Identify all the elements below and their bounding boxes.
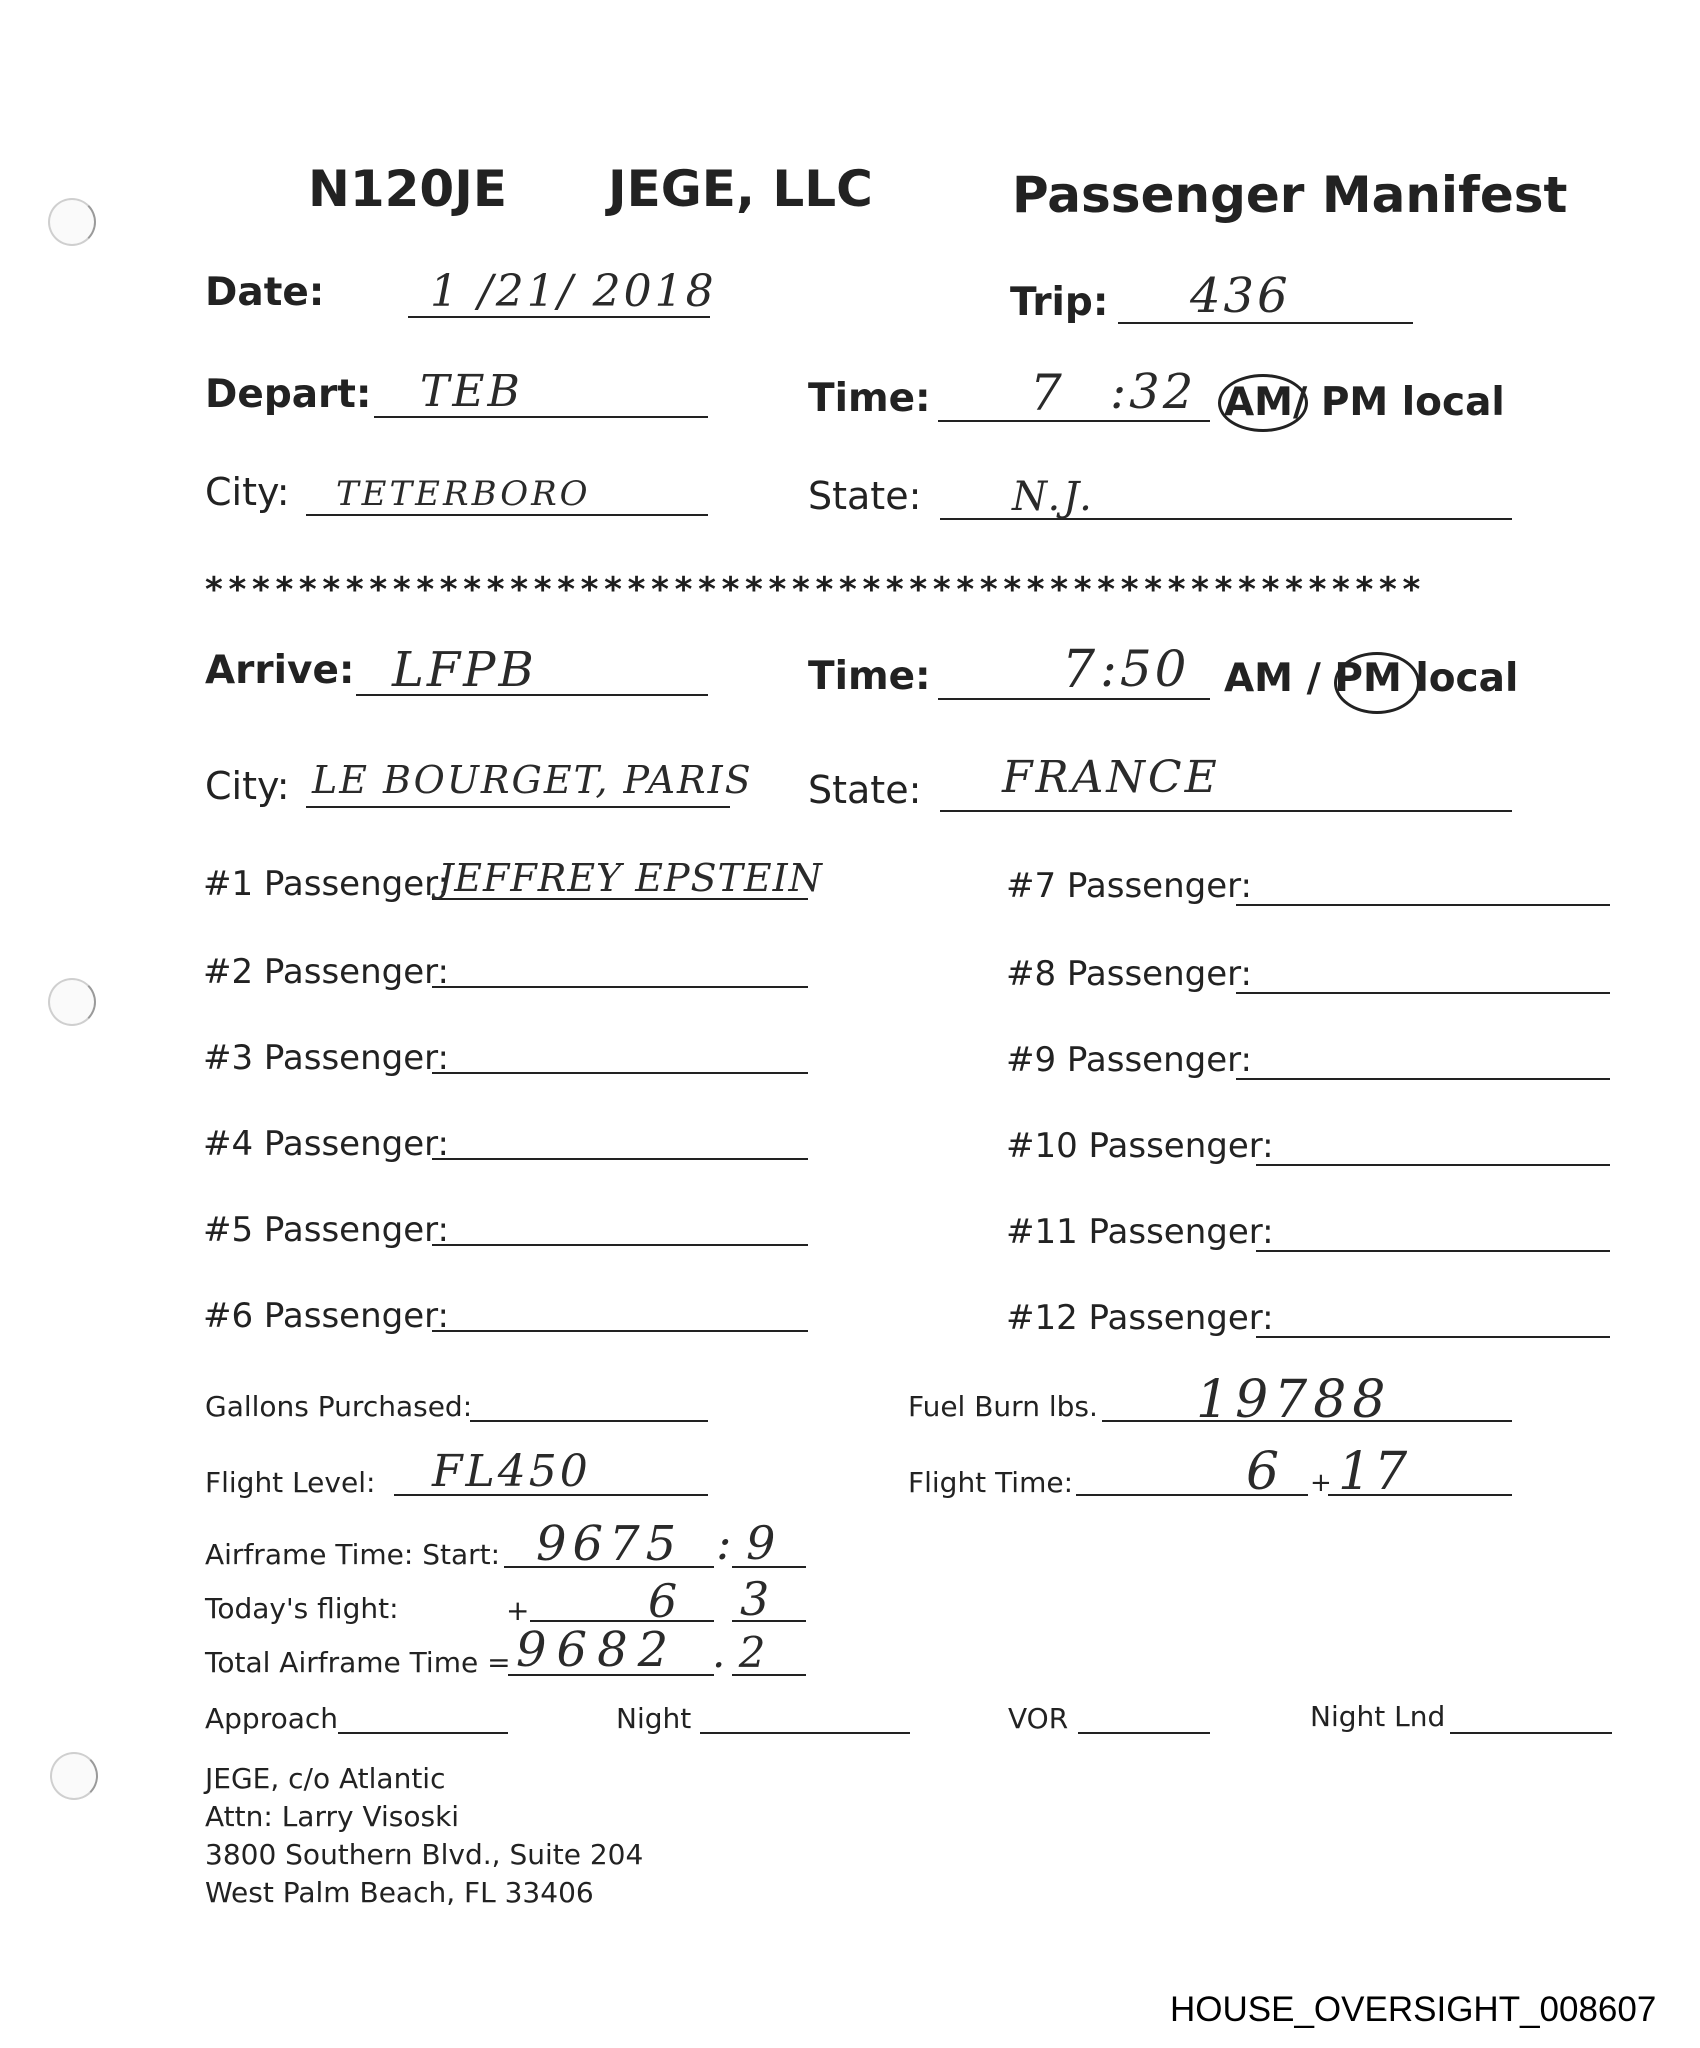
company-name: JEGE, LLC	[608, 160, 873, 218]
night-line	[700, 1732, 910, 1734]
todays-flight-label: Today's flight:	[205, 1592, 399, 1625]
passenger-1-label: #1 Passenger:	[203, 864, 449, 904]
depart-state-value: N.J.	[1012, 474, 1095, 520]
passenger-10-line	[1256, 1164, 1610, 1166]
total-airframe-label: Total Airframe Time =	[205, 1646, 511, 1679]
depart-time-line	[938, 420, 1210, 422]
airframe-start-label: Airframe Time: Start:	[205, 1538, 501, 1571]
night-lnd-label: Night Lnd	[1310, 1700, 1446, 1733]
passenger-6-line	[432, 1330, 808, 1332]
depart-city-label: City:	[205, 470, 290, 514]
depart-time-hour: 7	[1030, 364, 1065, 422]
flight-time-label: Flight Time:	[908, 1466, 1074, 1499]
passenger-4-line	[432, 1158, 808, 1160]
passenger-7-label: #7 Passenger:	[1006, 866, 1252, 906]
tail-number: N120JE	[308, 160, 507, 218]
bates-number: HOUSE_OVERSIGHT_008607	[1170, 1990, 1657, 2029]
pm-circle-mark	[1334, 652, 1420, 714]
flight-time-minutes: 17	[1338, 1442, 1411, 1502]
fuel-burn-label: Fuel Burn lbs.	[908, 1390, 1098, 1423]
passenger-1-value: JEFFREY EPSTEIN	[438, 856, 823, 900]
date-label: Date:	[205, 270, 325, 315]
depart-state-label: State:	[808, 474, 922, 518]
arrive-ampm-label: AM / PM local	[1224, 656, 1519, 701]
flight-level-label: Flight Level:	[205, 1466, 376, 1499]
trip-label: Trip:	[1010, 280, 1109, 325]
passenger-7-line	[1236, 904, 1610, 906]
address-line-2: Attn: Larry Visoski	[205, 1800, 460, 1833]
address-line-4: West Palm Beach, FL 33406	[205, 1876, 594, 1909]
passenger-12-line	[1256, 1336, 1610, 1338]
arrive-time-minutes: :50	[1100, 640, 1190, 698]
arrive-label: Arrive:	[205, 648, 355, 693]
depart-time-label: Time:	[808, 376, 931, 421]
arrive-state-value: FRANCE	[1002, 752, 1220, 803]
airframe-start-decimal: : 9	[716, 1516, 776, 1570]
arrive-state-line	[940, 810, 1512, 812]
passenger-2-line	[432, 986, 808, 988]
arrive-city-value: LE BOURGET, PARIS	[312, 758, 753, 802]
depart-time-minutes: :32	[1110, 364, 1197, 420]
depart-city-value: TETERBORO	[336, 474, 591, 514]
binder-hole-top	[48, 198, 96, 246]
form-title: Passenger Manifest	[1012, 166, 1568, 224]
depart-city-line	[306, 514, 708, 516]
arrive-city-label: City:	[205, 764, 290, 808]
approach-line	[338, 1732, 508, 1734]
passenger-5-line	[432, 1244, 808, 1246]
passenger-9-line	[1236, 1078, 1610, 1080]
flight-level-value: FL450	[432, 1446, 591, 1497]
binder-hole-middle	[48, 978, 96, 1026]
airframe-start-value: 9675	[536, 1516, 683, 1572]
passenger-11-label: #11 Passenger:	[1006, 1212, 1274, 1252]
trip-value: 436	[1190, 268, 1291, 324]
arrive-time-hour: 7	[1062, 640, 1099, 700]
separator-asterisks: ****************************************************	[205, 570, 1426, 610]
arrive-city-line	[306, 806, 730, 808]
date-value: 1 /21/ 2018	[430, 266, 717, 317]
passenger-3-label: #3 Passenger:	[203, 1038, 449, 1078]
passenger-5-label: #5 Passenger:	[203, 1210, 449, 1250]
passenger-9-label: #9 Passenger:	[1006, 1040, 1252, 1080]
depart-ampm-label: AM/ PM local	[1224, 380, 1505, 425]
night-lnd-line	[1450, 1732, 1612, 1734]
todays-flight-plus: +	[506, 1594, 530, 1627]
night-label: Night	[616, 1702, 692, 1735]
arrive-time-label: Time:	[808, 654, 931, 699]
passenger-3-line	[432, 1072, 808, 1074]
arrive-state-label: State:	[808, 768, 922, 812]
flight-time-hours: 6	[1246, 1442, 1283, 1502]
passenger-10-label: #10 Passenger:	[1006, 1126, 1274, 1166]
vor-label: VOR	[1008, 1702, 1069, 1735]
gallons-purchased-label: Gallons Purchased:	[205, 1390, 473, 1423]
passenger-4-label: #4 Passenger:	[203, 1124, 449, 1164]
todays-flight-decimal: 3	[740, 1572, 773, 1626]
passenger-11-line	[1256, 1250, 1610, 1252]
fuel-burn-value: 19788	[1196, 1370, 1392, 1430]
arrive-airport-value: LFPB	[392, 642, 537, 698]
todays-flight-value: 6	[648, 1574, 681, 1628]
passenger-8-label: #8 Passenger:	[1006, 954, 1252, 994]
passenger-6-label: #6 Passenger:	[203, 1296, 449, 1336]
approach-label: Approach	[205, 1702, 339, 1735]
binder-hole-bottom	[50, 1752, 98, 1800]
passenger-2-label: #2 Passenger:	[203, 952, 449, 992]
passenger-12-label: #12 Passenger:	[1006, 1298, 1274, 1338]
gallons-purchased-line	[470, 1420, 708, 1422]
total-airframe-value: 9682	[516, 1622, 679, 1678]
depart-airport-value: TEB	[420, 366, 523, 417]
depart-label: Depart:	[205, 372, 372, 417]
vor-line	[1078, 1732, 1210, 1734]
address-line-1: JEGE, c/o Atlantic	[205, 1762, 446, 1795]
total-airframe-decimal: . 2	[712, 1628, 766, 1677]
address-line-3: 3800 Southern Blvd., Suite 204	[205, 1838, 644, 1871]
passenger-8-line	[1236, 992, 1610, 994]
flight-time-plus: +	[1310, 1468, 1332, 1498]
